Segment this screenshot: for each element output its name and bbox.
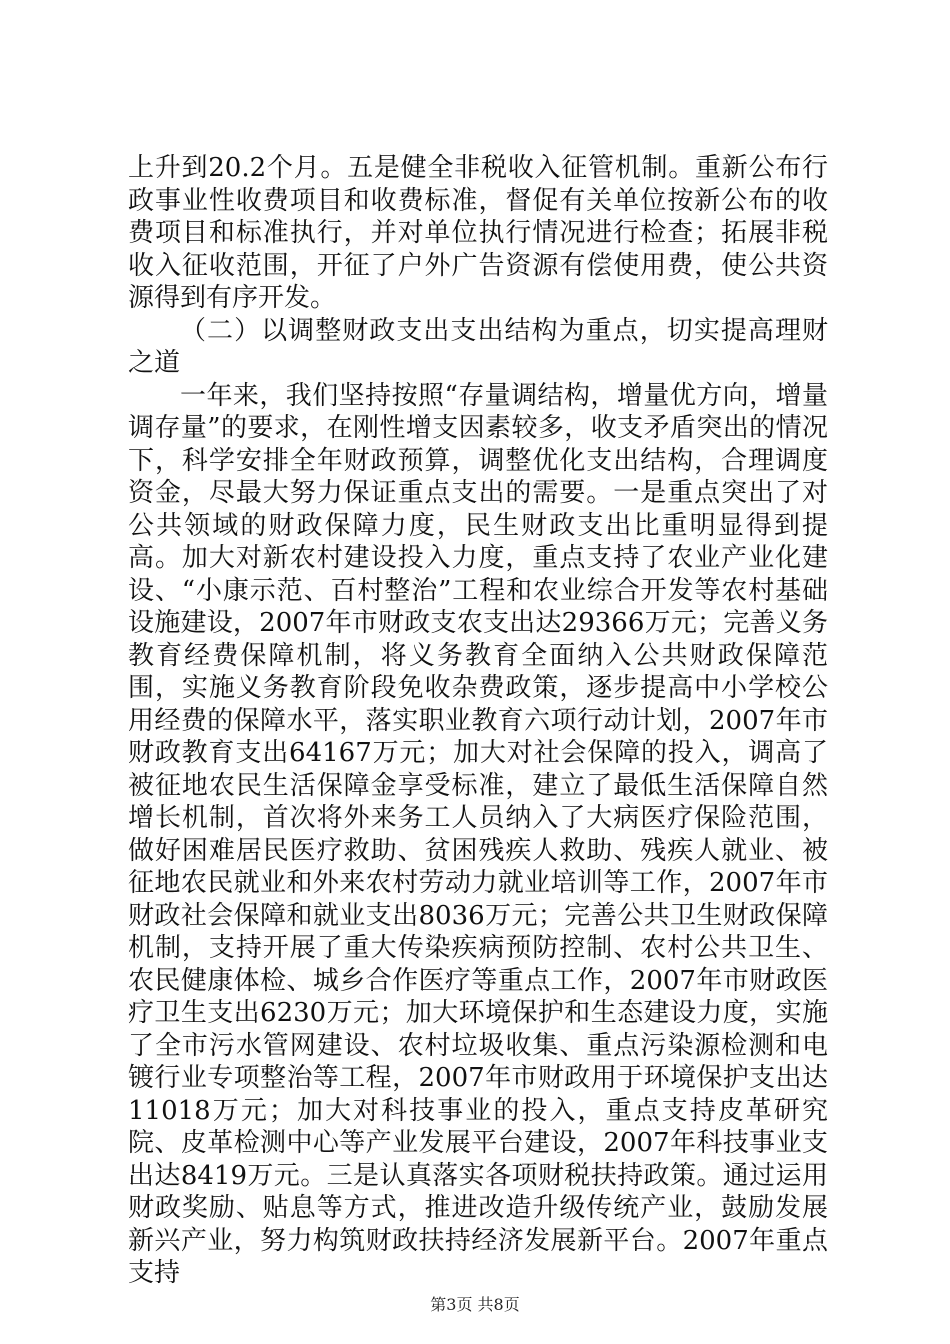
paragraph-continuation: 上升到20.2个月。五是健全非税收入征管机制。重新公布行政事业性收费项目和收费标准，督促有关单位按新公布的收费项目和标准执行，并对单位执行情况进行检查；拓展非税收入征收范围，开征了户外广告资源有偿使用费，使公共资源得到有序开发。 (128, 153, 828, 313)
page-footer: 第3页 共8页 (430, 1295, 520, 1314)
section-heading: （二）以调整财政支出支出结构为重点，切实提高理财之道 (128, 315, 828, 378)
document-body (128, 152, 828, 1290)
paragraph-body: 一年来，我们坚持按照“存量调结构，增量优方向，增量调存量”的要求，在刚性增支因素较多，收支矛盾突出的情况下，科学安排全年财政预算，调整优化支出结构，合理调度资金，尽最大努力保证重点支出的需要。一是重点突出了对公共领域的财政保障力度，民生财政支出比重明显得到提高。加大对新农村建设投入力度，重点支持了农业产业化建设、“小康示范、百村整治”工程和农业综合开发等农村基础设施建设，2007年市财政支农支出达29366万元；完善义务教育经费保障机制，将义务教育全面纳入公共财政保障范围，实施义务教育阶段免收杂费政策，逐步提高中小学校公用经费的保障水平，落实职业教育六项行动计划，2007年市财政教育支出64167万元；加大对社会保障的投入，调高了被征地农民生活保障金享受标准，建立了最低生活保障自然增长机制，首次将外来务工人员纳入了大病医疗保险范围，做好困难居民医疗救助、贫困残疾人救助、残疾人就业、被征地农民就业和外来农村劳动力就业培训等工作，2007年市财政社会保障和就业支出8036万元；完善公共卫生财政保障机制，支持开展了重大传染疾病预防控制、农村公共卫生、农民健康体检、城乡合作医疗等重点工作，2007年市财政医疗卫生支出6230万元；加大环境保护和生态建设力度，实施了全市污水管网建设、农村垃圾收集、重点污染源检测和电镀行业专项整治等工程，2007年市财政用于环境保护支出达11018万元；加大对科技事业的投入，重点支持皮革研究院、皮革检测中心等产业发展平台建设，2007年科技事业支出达8419万元。三是认真落实各项财税扶持政策。通过运用财政奖励、贴息等方式，推进改造升级传统产业，鼓励发展新兴产业，努力构筑财政扶持经济发展新平台。2007年重点支持 (128, 380, 828, 1288)
